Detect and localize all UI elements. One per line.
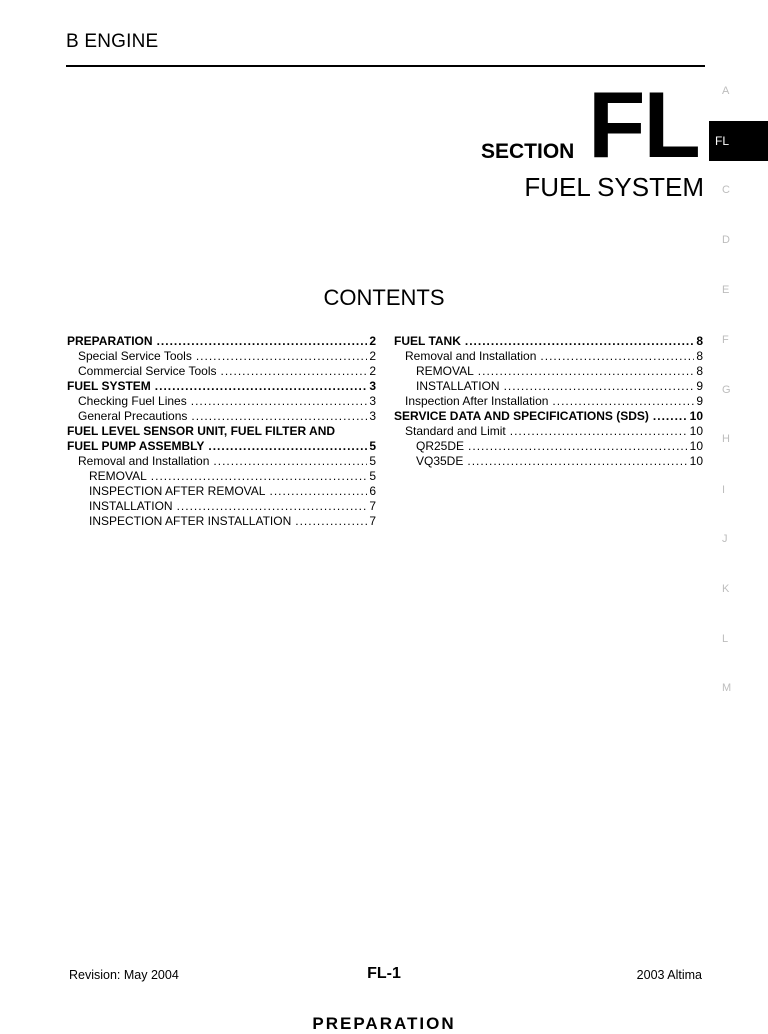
- toc-leader-dots: [221, 364, 368, 379]
- section-code: FL: [588, 72, 699, 177]
- toc-entry-page: 9: [696, 379, 703, 393]
- toc-entry[interactable]: [67, 484, 376, 499]
- toc-entry-title: VQ35DE: [416, 454, 464, 468]
- toc-entry-title: Special Service Tools: [78, 349, 192, 363]
- toc-entry[interactable]: [67, 499, 376, 514]
- contents-heading: CONTENTS: [323, 285, 445, 310]
- toc-entry-page: 10: [689, 439, 703, 453]
- toc-entry[interactable]: [67, 424, 376, 439]
- tab-m[interactable]: M: [722, 682, 732, 694]
- toc-leader-dots: [468, 439, 688, 454]
- toc-entry-title: FUEL LEVEL SENSOR UNIT, FUEL FILTER AND: [67, 424, 336, 438]
- toc-leader-dots: [269, 484, 367, 499]
- toc-entry[interactable]: [67, 439, 376, 454]
- tab-l[interactable]: L: [722, 633, 729, 645]
- next-page-heading: PREPARATION: [312, 1014, 456, 1033]
- tab-c[interactable]: C: [722, 184, 730, 196]
- tab-fl-active[interactable]: [709, 121, 768, 161]
- toc-leader-dots: [467, 454, 687, 469]
- toc-entry-page: 8: [696, 349, 703, 363]
- toc-entry-page: 5: [369, 454, 376, 468]
- toc-leader-dots: [465, 334, 694, 349]
- toc-right-column: [394, 334, 703, 469]
- toc-entry-page: 8: [696, 334, 703, 348]
- toc-entry-title: INSPECTION AFTER REMOVAL: [89, 484, 266, 498]
- toc-entry-page: 7: [369, 514, 376, 528]
- toc-leader-dots: [191, 409, 367, 424]
- toc-entry-page: 10: [689, 409, 703, 423]
- toc-leader-dots: [213, 454, 367, 469]
- toc-leader-dots: [155, 379, 368, 394]
- toc-entry-page: 5: [369, 469, 376, 483]
- toc-entry[interactable]: [394, 439, 703, 454]
- toc-entry-title: Removal and Installation: [405, 349, 537, 363]
- toc-entry-title: INSTALLATION: [89, 499, 173, 513]
- toc-entry-page: 3: [369, 379, 376, 393]
- toc-entry[interactable]: [67, 334, 376, 349]
- tab-h[interactable]: H: [722, 433, 730, 445]
- toc-entry-page: 6: [369, 484, 376, 498]
- toc-leader-dots: [540, 349, 694, 364]
- toc-entry-page: 10: [689, 454, 703, 468]
- toc-entry-page: 3: [369, 409, 376, 423]
- toc-entry[interactable]: [67, 394, 376, 409]
- toc-entry[interactable]: [67, 409, 376, 424]
- toc-entry-title: REMOVAL: [416, 364, 474, 378]
- toc-entry-page: 9: [696, 394, 703, 408]
- toc-entry[interactable]: [394, 349, 703, 364]
- toc-entry-page: 7: [369, 499, 376, 513]
- toc-entry-title: QR25DE: [416, 439, 465, 453]
- tab-g[interactable]: G: [722, 384, 731, 396]
- toc-entry[interactable]: [394, 379, 703, 394]
- toc-leader-dots: [177, 499, 368, 514]
- toc-entry-page: 8: [696, 364, 703, 378]
- toc-leader-dots: [510, 424, 688, 439]
- toc-entry[interactable]: [67, 514, 376, 529]
- toc-entry[interactable]: [67, 349, 376, 364]
- tab-fl-label: FL: [715, 134, 730, 148]
- toc-entry-title: FUEL TANK: [394, 334, 461, 348]
- toc-leader-dots: [196, 349, 367, 364]
- footer-revision: Revision: May 2004: [69, 968, 179, 982]
- toc-entry[interactable]: [394, 409, 703, 424]
- footer-model: 2003 Altima: [636, 968, 702, 982]
- section-title: FUEL SYSTEM: [524, 172, 704, 202]
- toc-leader-dots: [191, 394, 368, 409]
- toc-entry-page: 10: [689, 424, 703, 438]
- tab-a[interactable]: A: [722, 85, 730, 97]
- toc-entry-title: Inspection After Installation: [405, 394, 549, 408]
- toc-entry[interactable]: [67, 379, 376, 394]
- footer-page-number: FL-1: [367, 965, 401, 982]
- toc-leader-dots: [157, 334, 368, 349]
- header-rule: [66, 65, 705, 67]
- toc-entry-title: INSTALLATION: [416, 379, 500, 393]
- tab-f[interactable]: F: [722, 334, 729, 346]
- toc-entry-title: REMOVAL: [89, 469, 147, 483]
- toc-entry-title: Checking Fuel Lines: [78, 394, 187, 408]
- toc-leader-dots: [478, 364, 695, 379]
- toc-entry[interactable]: [67, 454, 376, 469]
- toc-entry-page: 2: [369, 364, 376, 378]
- document-header: B ENGINE: [66, 31, 159, 52]
- toc-leader-dots: [295, 514, 367, 529]
- toc-entry-title: Standard and Limit: [405, 424, 506, 438]
- toc-entry-title: INSPECTION AFTER INSTALLATION: [89, 514, 292, 528]
- toc-entry[interactable]: [67, 469, 376, 484]
- toc-leader-dots: [504, 379, 695, 394]
- toc-entry[interactable]: [394, 394, 703, 409]
- toc-entry-title: Commercial Service Tools: [78, 364, 217, 378]
- toc-entry-title: General Precautions: [78, 409, 188, 423]
- toc-entry[interactable]: [394, 364, 703, 379]
- toc-left-column: [67, 334, 376, 529]
- toc-entry-title: PREPARATION: [67, 334, 153, 348]
- toc-entry-page: 5: [369, 439, 376, 453]
- tab-e[interactable]: E: [722, 284, 730, 296]
- toc-entry-title: FUEL PUMP ASSEMBLY: [67, 439, 205, 453]
- toc-leader-dots: [151, 469, 368, 484]
- tab-d[interactable]: D: [722, 234, 730, 246]
- toc-entry[interactable]: [394, 454, 703, 469]
- toc-leader-dots: [552, 394, 694, 409]
- toc-entry-page: 3: [369, 394, 376, 408]
- tab-j[interactable]: J: [722, 533, 728, 545]
- toc-entry-page: 2: [369, 349, 376, 363]
- tab-k[interactable]: K: [722, 583, 730, 595]
- toc-entry[interactable]: [67, 364, 376, 379]
- toc-entry[interactable]: [394, 334, 703, 349]
- toc-entry[interactable]: [394, 424, 703, 439]
- section-word: SECTION: [481, 140, 575, 163]
- toc-leader-dots: [653, 409, 688, 424]
- toc-entry-title: FUEL SYSTEM: [67, 379, 151, 393]
- toc-leader-dots: [208, 439, 367, 454]
- toc-entry-title: SERVICE DATA AND SPECIFICATIONS (SDS): [394, 409, 649, 423]
- toc-entry-title: Removal and Installation: [78, 454, 210, 468]
- toc-entry-page: 2: [369, 334, 376, 348]
- tab-i[interactable]: I: [722, 484, 726, 496]
